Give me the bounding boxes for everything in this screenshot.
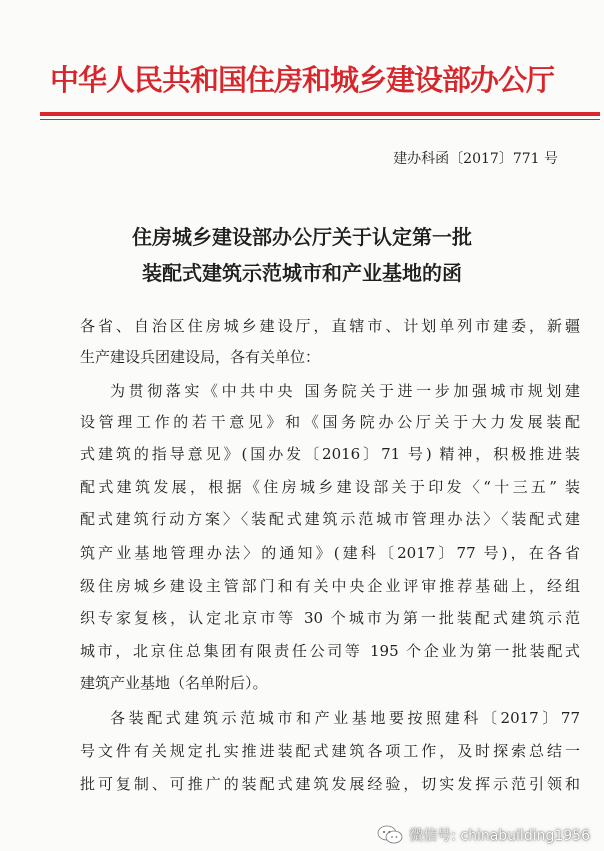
masthead-red-rule-thick — [40, 112, 600, 116]
body-line: 配式建筑发展，根据《住房城乡建设部关于印发〈“十三五” 装 — [80, 478, 580, 496]
document-title-line-2: 装配式建筑示范城市和产业基地的函 — [142, 261, 462, 285]
body-line: 建筑产业基地（名单附后）。 — [80, 674, 268, 692]
body-line: 式建筑的指导意见》(国办发〔2016〕71 号) 精神，积极推进装 — [80, 445, 580, 463]
body-line: 为贯彻落实《中共中央 国务院关于进一步加强城市规划建 — [110, 382, 580, 400]
body-line: 级住房城乡建设主管部门和有关中央企业评审推荐基础上，经组 — [80, 577, 580, 595]
body-line: 各省、自治区住房城乡建设厅，直辖市、计划单列市建委，新疆 — [80, 317, 580, 335]
body-line: 生产建设兵团建设局，各有关单位： — [80, 348, 321, 366]
body-line: 批可复制、可推广的装配式建筑发展经验，切实发挥示范引领和 — [80, 775, 580, 793]
wechat-watermark — [377, 825, 590, 845]
masthead-red-rule-thin — [40, 119, 600, 120]
body-line: 织专家复核，认定北京市等 30 个城市为第一批装配式建筑示范 — [80, 609, 580, 627]
body-line: 号文件有关规定扎实推进装配式建筑各项工作，及时探索总结一 — [80, 742, 580, 760]
body-line: 配式建筑行动方案〉〈装配式建筑示范城市管理办法〉〈装配式建 — [80, 510, 580, 528]
body-line: 设管理工作的若干意见》和《国务院办公厅关于大力发展装配 — [80, 413, 580, 431]
masthead-title: 中华人民共和国住房和城乡建设部办公厅 — [49, 63, 554, 97]
document-number: 建办科函〔2017〕771 号 — [393, 151, 558, 167]
body-line: 筑产业基地管理办法〉的通知》(建科〔2017〕77 号)，在各省 — [80, 544, 580, 562]
body-line: 城市，北京住总集团有限责任公司等 195 个企业为第一批装配式 — [80, 642, 580, 660]
body-line: 各装配式建筑示范城市和产业基地要按照建科〔2017〕77 — [110, 709, 580, 727]
document-title-line-1: 住房城乡建设部办公厅关于认定第一批 — [132, 225, 472, 249]
wechat-icon — [377, 825, 403, 845]
watermark-text: 微信号: chinabuilding1956 — [409, 828, 590, 844]
